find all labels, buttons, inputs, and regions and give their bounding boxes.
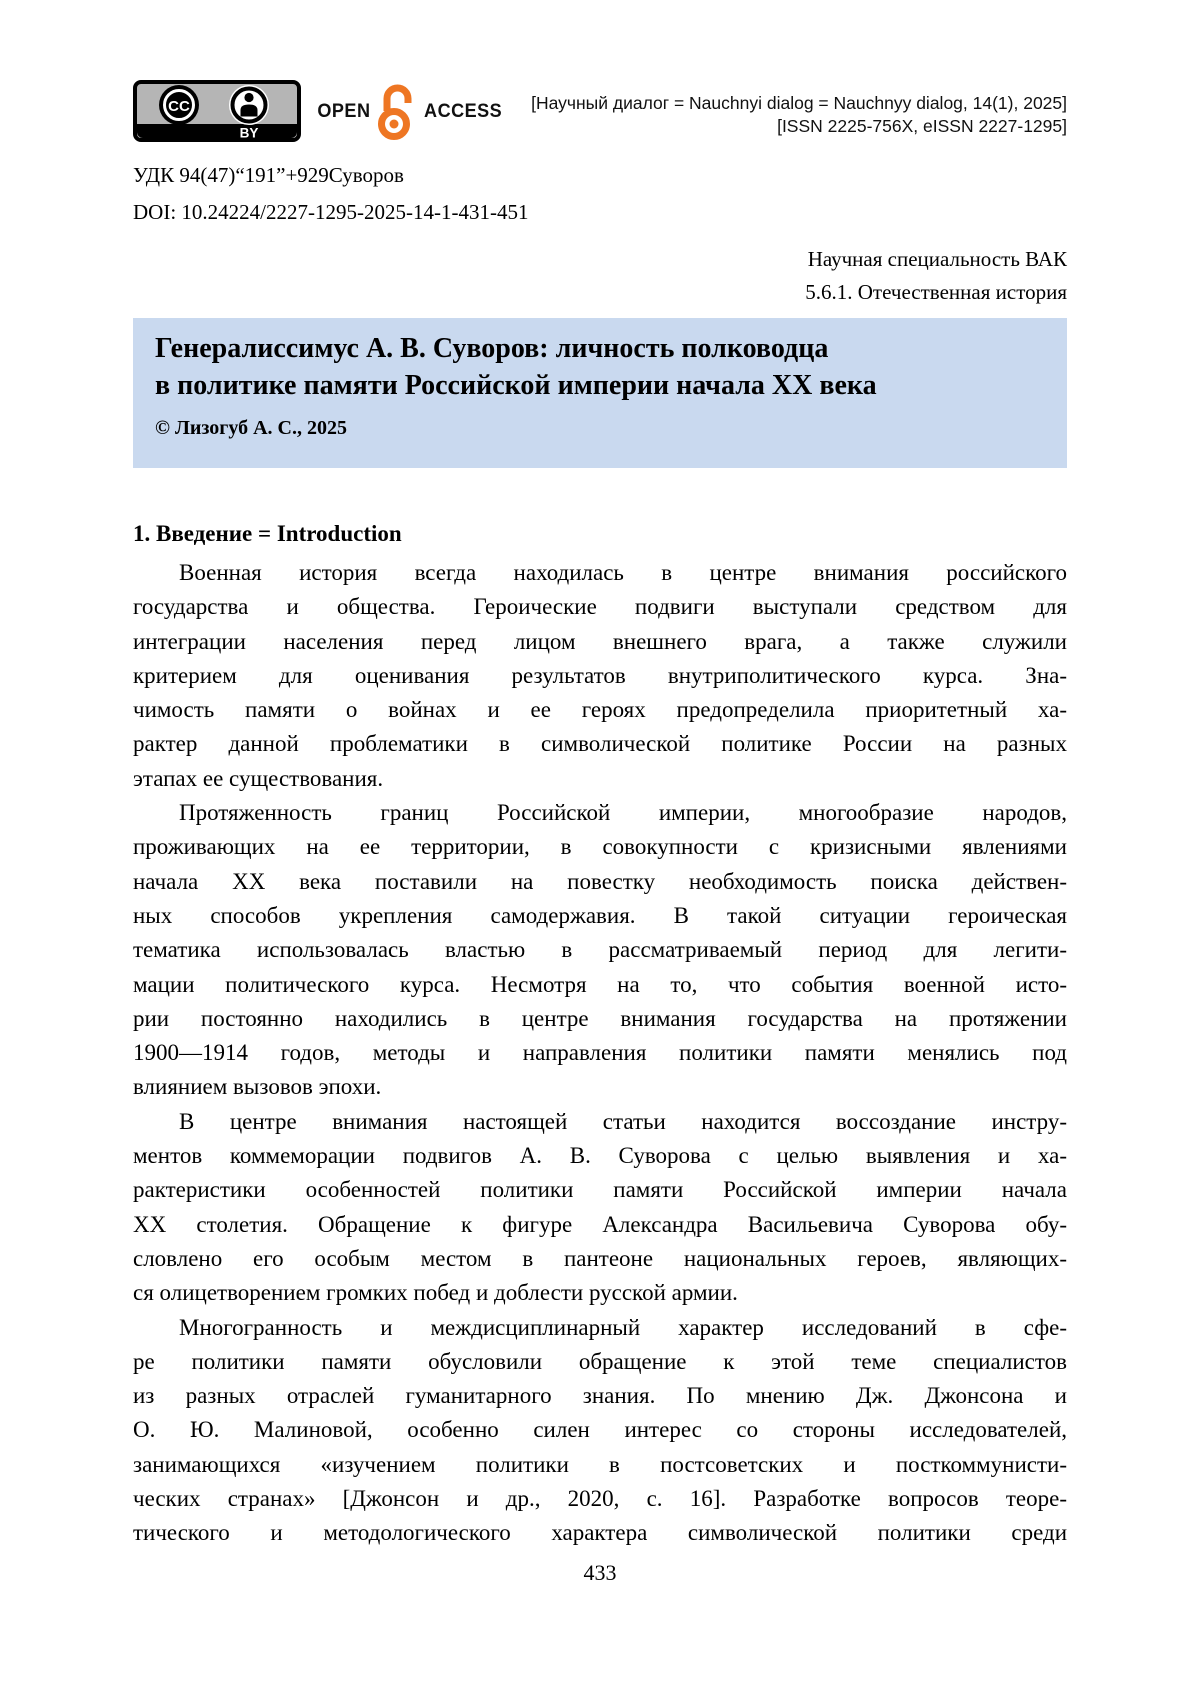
body-line: словлено его особым местом в пантеоне национальных героев, являющих-	[133, 1245, 1067, 1271]
body-line: Протяженность границ Российской империи, многообразие народов,	[179, 800, 1067, 826]
journal-title-line: [Научный диалог = Nauchnyi dialog = Nauchnyy dialog, 14(1), 2025]	[531, 93, 1067, 113]
body-line: рактеристики особенностей политики памяти Российской империи начала	[133, 1177, 1067, 1203]
body-line: ческих странах» [Джонсон и др., 2020, с. 16]. Разработке вопросов теоре-	[133, 1486, 1067, 1512]
vak-specialty-line2: 5.6.1. Отечественная история	[805, 280, 1067, 304]
body-line: чимость памяти о войнах и ее героях предопределила приоритетный ха-	[133, 697, 1067, 723]
article-title-line1: Генералиссимус А. В. Суворов: личность полководца	[155, 333, 829, 364]
journal-issn-line: [ISSN 2225-756X, eISSN 2227-1295]	[777, 116, 1067, 136]
body-line: этапах ее существования.	[133, 765, 384, 791]
by-label: BY	[239, 125, 259, 141]
body-line: ных способов укрепления самодержавия. В такой ситуации героическая	[133, 902, 1067, 928]
body-line: рактер данной проблематики в символической политике России на разных	[133, 731, 1067, 757]
section-heading-introduction: 1. Введение = Introduction	[133, 521, 402, 546]
article-title-block	[133, 318, 1067, 468]
body-line: тематика использовалась властью в рассматриваемый период для легити-	[133, 937, 1067, 963]
article-body	[133, 556, 1067, 1551]
body-line: XX столетия. Обращение к фигуре Александра Васильевича Суворова обу-	[133, 1211, 1067, 1237]
cc-label: CC	[168, 98, 190, 115]
body-line: критерием для оценивания результатов внутриполитического курса. Зна-	[133, 662, 1067, 688]
body-line: из разных отраслей гуманитарного знания. По мнению Дж. Джонсона и	[133, 1383, 1067, 1409]
doi-code: DOI: 10.24224/2227-1295-2025-14-1-431-451	[133, 200, 529, 224]
vak-specialty-line1: Научная специальность ВАК	[807, 247, 1067, 271]
body-line: ся олицетворением громких побед и доблести русской армии.	[133, 1280, 738, 1306]
body-line: Многогранность и междисциплинарный характер исследований в сфе-	[179, 1314, 1067, 1340]
body-line: ментов коммеморации подвигов А. В. Суворова с целью выявления и ха-	[133, 1143, 1067, 1169]
open-access-open-label: OPEN	[317, 101, 371, 122]
body-line: В центре внимания настоящей статьи находится воссоздание инстру-	[179, 1108, 1067, 1134]
body-line: О. Ю. Малиновой, особенно силен интерес со стороны исследователей,	[133, 1417, 1067, 1443]
body-line: мации политического курса. Несмотря на то, что события военной исто-	[133, 971, 1067, 997]
body-line: государства и общества. Героические подвиги выступали средством для	[133, 594, 1067, 620]
body-line: рии постоянно находились в центре внимания государства на протяжении	[133, 1005, 1067, 1031]
page-number: 433	[583, 1560, 617, 1585]
open-access-access-label: ACCESS	[423, 101, 502, 122]
body-line: проживающих на ее территории, в совокупности с кризисными явлениями	[133, 834, 1067, 860]
copyright-line: © Лизогуб А. С., 2025	[155, 417, 347, 439]
body-line: 1900—1914 годов, методы и направления политики памяти менялись под	[133, 1040, 1067, 1066]
body-line: тического и методологического характера символической политики среди	[133, 1520, 1067, 1546]
vak-specialty	[133, 243, 1067, 309]
body-line: Военная история всегда находилась в центре внимания российского	[179, 560, 1067, 585]
body-line: интеграции населения перед лицом внешнего врага, а также служили	[133, 628, 1067, 654]
udc-code: УДК 94(47)“191”+929Суворов	[133, 163, 404, 187]
journal-info	[133, 92, 1067, 138]
body-line: влиянием вызовов эпохи.	[133, 1074, 382, 1100]
body-line: ре политики памяти обусловили обращение к этой теме специалистов	[133, 1348, 1067, 1374]
body-line: начала XX века поставили на повестку необходимость поиска действен-	[133, 868, 1067, 894]
article-title-line2: в политике памяти Российской империи начала XX века	[155, 370, 877, 401]
body-line: занимающихся «изучением политики в постсоветских и посткоммунисти-	[133, 1451, 1067, 1477]
